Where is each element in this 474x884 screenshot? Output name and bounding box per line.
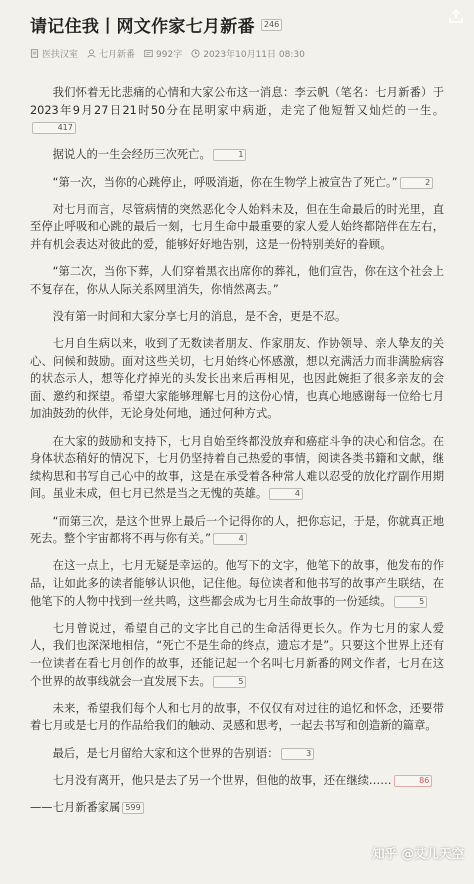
signature-text: ——七月新番家属 [30,800,121,814]
article-paragraph [30,308,444,326]
comment-count-badge[interactable]: 3 [281,748,315,760]
title-badge[interactable]: 246 [261,19,282,31]
meta-source-label: 医扶汉室 [42,50,79,60]
meta-date-label: 2023年10月11日 08:30 [203,50,305,60]
watermark [372,844,464,862]
meta-author-label: 七月新番 [99,50,136,60]
signature-badge[interactable]: 599 [122,802,143,814]
article-paragraph [30,146,444,164]
comment-count-badge[interactable]: 5 [213,676,247,688]
share-icon[interactable] [446,6,466,26]
comment-count-badge[interactable]: 417 [32,122,76,134]
paragraph-text: 在大家的鼓励和支持下，七月自始至终都没放弃和癌症斗争的决心和信念。在身体状态稍好的情况下，七月仍坚持着自己热爱的事情，阅读各类书籍和文献，继续构思和书写自己心中的故事，这是在承受着各种常人难以忍受的放化疗副作用期间。虽业未成，但七月已然是当之无愧的英雄。 [30,434,444,501]
article-paragraph [30,772,444,790]
paragraph-text: 未来，希望我们每个人和七月的故事，不仅仅有对过往的追忆和怀念，还要带着七月或是七月的作品给我们的触动、灵感和思考，一起去书写和创造新的篇章。 [30,701,444,733]
paragraph-text: 在这一点上，七月无疑是幸运的。他写下的文字，他笔下的故事，他发布的作品，让如此多的读者能够认识他，记住他。每位读者和他书写的故事产生联结，在他笔下的人物中找到一丝共鸣，这些都会成为七月生命故事的一份延续。 [30,559,444,608]
comment-count-badge[interactable]: 86 [394,775,433,787]
article-paragraph [30,201,444,254]
signature [30,799,444,816]
article-paragraph [30,620,444,690]
article-paragraph [30,335,444,423]
meta-date [191,47,305,60]
title-row [30,12,444,37]
meta-word-count-label: 992字 [156,50,183,60]
paragraph-text: 七月曾说过，希望自己的文字比自己的生命活得更长久。作为七月的家人爱人，我们也深深地相信，“死亡不是生命的终点，遗忘才是”。只要这个世界上还有一位读者在看七月创作的故事，还能记起一个名叫七月新番的网文作者，七月在这个世界的故事线就会一直发展下去。 [30,621,444,688]
user-icon [87,49,96,58]
comment-count-badge[interactable]: 4 [269,488,303,500]
article-title: 请记住我丨网文作家七月新番 [30,17,255,37]
paragraph-text: “第一次，当你的心跳停止，呼吸消逝，你在生物学上被宣告了死亡。” [52,175,398,189]
meta-author[interactable] [87,47,135,60]
meta-source[interactable] [30,47,78,60]
article-paragraph [30,84,444,137]
article-paragraph [30,174,444,192]
comment-count-badge[interactable]: 4 [213,533,247,545]
comment-count-badge[interactable]: 1 [213,149,247,161]
article-paragraph [30,263,444,298]
clock-icon [191,49,200,58]
article-paragraph [30,700,444,735]
article-paragraph [30,513,444,548]
paragraph-text: “第二次，当你下葬，人们穿着黑衣出席你的葬礼，他们宣告，你在这个社会上不复存在，你从人际关系网里消失，你悄然离去。” [30,265,444,296]
paragraph-text: 七月自生病以来，收到了无数读者朋友、作家朋友、作协领导、亲人挚友的关心、问候和鼓励。面对这些关切，七月始终心怀感激，想以充满活力而非满脸病容的状态示人，想等化疗掉光的头发长出来后再相见，也因此婉拒了很多亲友的会面、邀约和探望。希望大家能够理解七月的这份心情，也真心地感谢每一位给七月加油鼓劲的伙伴，无论身处何地，通过何种方式。 [30,337,444,421]
word-count-icon [144,49,153,58]
comment-count-badge[interactable]: 2 [400,177,434,189]
watermark-text: 知乎 @艾儿天空 [372,846,464,861]
meta-word-count [144,47,182,60]
paragraph-text: 据说人的一生会经历三次死亡。 [52,148,211,162]
article-meta [30,47,444,60]
paragraph-text: 对七月而言，尽管病情的突然恶化令人始料未及，但在生命最后的时光里，直至停止呼吸和心跳的最后一刻，七月生命中最重要的家人爱人始终都陪伴在左右，并有机会表达对彼此的爱，能够好好地告别，这是一份特别美好的眷顾。 [30,202,444,251]
article-paragraph [30,433,444,503]
paragraph-text: 七月没有离开，他只是去了另一个世界，但他的故事，还在继续…… [52,773,392,787]
paragraph-text: 没有第一时间和大家分享七月的消息，是不舍，更是不忍。 [52,309,347,323]
article-paragraph [30,557,444,610]
paragraph-text: “而第三次，是这个世界上最后一个记得你的人，把你忘记，于是，你就真正地死去。整个宇宙都将不再与你有关。” [30,514,444,546]
comment-count-badge[interactable]: 5 [394,596,428,608]
document-icon [30,49,39,58]
paragraph-text: 我们怀着无比悲痛的心情和大家公布这一消息：李云帆（笔名：七月新番）于2023年9月27日21时50分在昆明家中病逝，走完了他短暂又灿烂的一生。 [30,86,444,117]
paragraph-text: 最后，是七月留给大家和这个世界的告别语： [52,746,279,760]
article-paragraph [30,745,444,763]
article-body [30,84,444,789]
